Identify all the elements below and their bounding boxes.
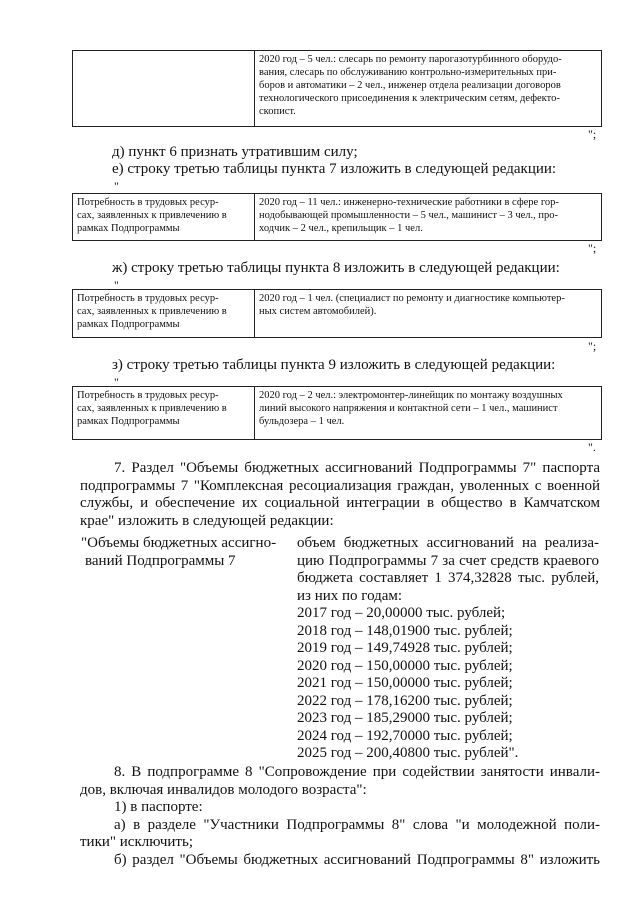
table-1-left-cell: [73, 51, 255, 126]
budget-label: "Объемы бюджетных ассигно- ваний Подпрограммы 7: [81, 535, 277, 569]
paragraph-7: 7. Раздел "Объемы бюджетных ассигнований Подпрограммы 7" паспорта подпрограммы 7 "Комплексная ресоциализация граждан, уволенных с военной службы, и обеспечение их социальной интеграции в общество в Камчатском крае" изложить в следующей редакции:: [80, 460, 600, 529]
item-zh: ж) строку третью таблицы пункта 8 изложить в следующей редакции:: [112, 260, 560, 276]
table-4-label: Потребность в трудовых ресур- сах, заявленных к привлечению в рамках Подпрограммы: [73, 387, 255, 439]
budget-year: 2022 год – 178,16200 тыс. рублей;: [297, 692, 513, 709]
budget-year: 2017 год – 20,00000 тыс. рублей;: [297, 605, 506, 621]
item-e: е) строку третью таблицы пункта 7 изложить в следующей редакции:: [112, 161, 557, 177]
budget-year: 2019 год – 149,74928 тыс. рублей;: [297, 640, 513, 656]
table-1: [72, 50, 602, 127]
paragraph-8: 8. В подпрограмме 8 "Сопровождение при содействии занятости инвали- дов, включая инвалидов молодого возраста": 1) в паспорте: а) в разделе "Участники Подпрограммы 8" слова "и молодежной поли- тики" исключить; б) раздел "Объемы бюджетных ассигнований Подпрограммы 8" изложить: [80, 764, 600, 868]
budget-year: 2024 год – 192,70000 тыс. рублей;: [297, 727, 513, 744]
close-quote-3: ";: [588, 339, 597, 353]
budget-details: объем бюджетных ассигнований на реализа- цию Подпрограммы 7 за счет средств краевого бюджета составляет 1 374,32828 тыс. рублей, из них по годам: 2017 год – 20,00000 тыс. рублей; 2018 год – 148,01900 тыс. рублей; 2019 год – 149,74928 тыс. рублей; 2020 год – 150,00000 тыс. рублей; 2021 год – 150,00000 тыс. рублей; 2022 год – 178,16200 тыс. рублей; 2023 год – 185,29000 тыс. рублей; 2024 год – 192,70000 тыс. рублей; 2025 год – 200,40800 тыс. рублей".: [297, 535, 599, 761]
open-quote-4: ": [114, 375, 119, 389]
close-quote-1: ";: [588, 127, 597, 141]
table-1-right-cell: 2020 год – 5 чел.: слесарь по ремонту парогазотурбинного оборудо- вания, слесарь по обслуживанию контрольно-измерительных при- боров и автоматики – 2 чел., инженер отдела реализации договоров технологического присоединения к электрическим сетям, дефекто- скопист.: [259, 54, 562, 117]
open-quote-2: ": [114, 179, 119, 193]
close-quote-4: ".: [588, 440, 596, 454]
budget-year: 2023 год – 185,29000 тыс. рублей;: [297, 710, 513, 726]
open-quote-3: ": [114, 278, 119, 292]
item-z: з) строку третью таблицы пункта 9 изложить в следующей редакции:: [112, 357, 556, 373]
item-d: д) пункт 6 признать утратившим силу;: [112, 144, 358, 160]
table-3-label: Потребность в трудовых ресур- сах, заявленных к привлечению в рамках Подпрограммы: [73, 290, 255, 337]
budget-year: 2021 год – 150,00000 тыс. рублей;: [297, 675, 513, 691]
budget-year: 2025 год – 200,40800 тыс. рублей".: [297, 745, 519, 761]
table-4: [72, 386, 602, 440]
budget-year: 2018 год – 148,01900 тыс. рублей;: [297, 622, 513, 639]
table-2-label: Потребность в трудовых ресур- сах, заявленных к привлечению в рамках Подпрограммы: [73, 194, 255, 240]
budget-year: 2020 год – 150,00000 тыс. рублей;: [297, 657, 513, 674]
table-2-value: 2020 год – 11 чел.: инженерно-технические работники в сфере гор- нодобывающей промышленности – 5 чел., машинист – 3 чел., про- ходчик – 2 чел., крепильщик – 1 чел.: [259, 197, 559, 234]
table-4-value: 2020 год – 2 чел.: электромонтер-линейщик по монтажу воздушных линий высокого напряжения и контактной сети – 1 чел., машинист бульдозера – 1 чел.: [259, 390, 563, 427]
table-2: [72, 193, 602, 241]
table-3: [72, 289, 602, 338]
close-quote-2: ";: [588, 241, 597, 255]
table-3-value: 2020 год – 1 чел. (специалист по ремонту и диагностике компьютер- ных систем автомобилей).: [259, 293, 565, 317]
